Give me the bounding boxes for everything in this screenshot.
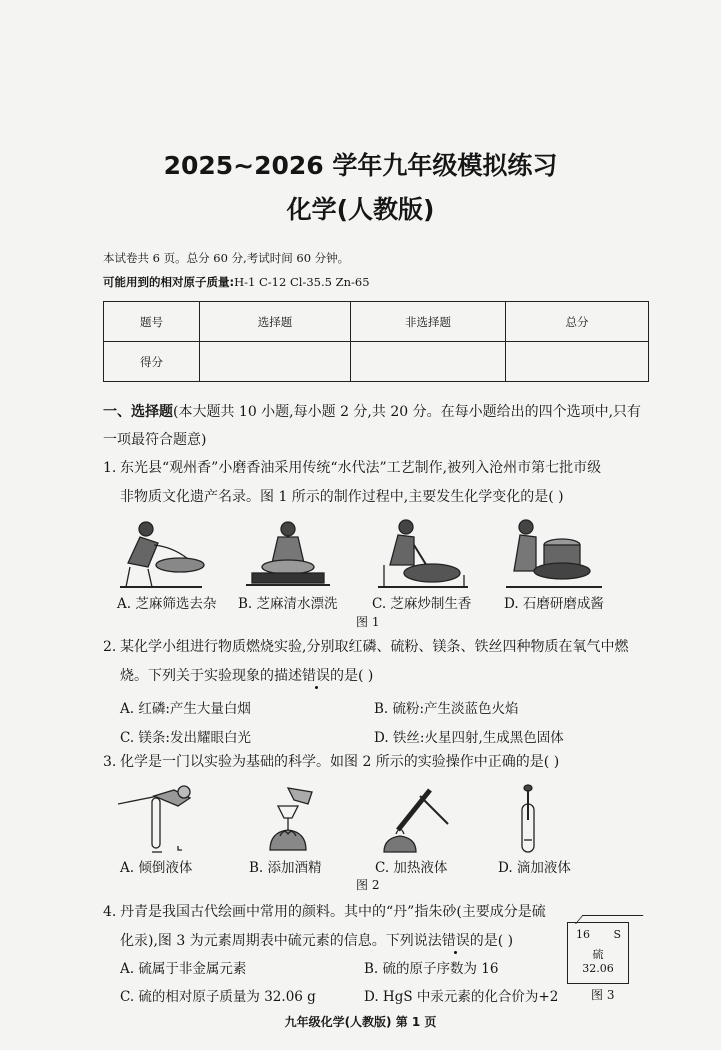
element-mass: 32.06 [582,962,614,975]
sulfur-element-card [567,922,629,984]
question-text: 东光县“观州香”小磨香油采用传统“水代法”工艺制作,被列入沧州市第七批市级 [120,460,602,476]
atomic-mass-values: H-1 C-12 Cl-35.5 Zn-65 [234,275,370,289]
q2-option-b[interactable]: B. 硫粉:产生淡蓝色火焰 [374,701,519,717]
question-number: 1. [103,460,117,476]
q1-option-b[interactable]: B. 芝麻清水漂洗 [238,596,338,612]
element-symbol: S [613,928,621,941]
question-text [120,927,563,956]
section-instructions-1: (本大题共 10 小题,每小题 2 分,共 20 分。在每小题给出的四个选项中,只有 [173,404,642,420]
roasting-sesame-picture [378,520,468,587]
section-title: 一、选择题 [103,404,173,420]
element-number: 16 [576,928,590,941]
q3-option-c[interactable]: C. 加热液体 [375,860,448,876]
score-header-cell: 选择题 [200,302,351,342]
dropping-liquid-picture [522,785,534,852]
exam-subject: 化学(人教版) [286,195,435,224]
emphasis-word: 错误 [441,933,470,949]
q2-option-a[interactable]: A. 红磷:产生大量白烟 [120,701,251,717]
score-cell[interactable] [506,342,649,382]
q2-option-d[interactable]: D. 铁丝:火星四射,生成黑色固体 [374,730,564,746]
q4-option-b[interactable]: B. 硫的原子序数为 16 [364,961,499,977]
question-text: 丹青是我国古代绘画中常用的颜料。其中的“丹”指朱砂(主要成分是硫 [120,904,546,920]
section-heading [103,398,663,454]
score-cell[interactable] [200,342,351,382]
grinding-sesame-picture [506,520,602,587]
question-number: 3. [103,754,117,770]
question-number: 2. [103,639,117,655]
figure-2-illustrations [118,784,598,856]
q4-option-a[interactable]: A. 硫属于非金属元素 [120,961,247,977]
score-header-cell: 非选择题 [351,302,506,342]
exam-title: 2025~2026 学年九年级模拟练习 [163,151,558,180]
score-row-label: 得分 [104,342,200,382]
q3-option-b[interactable]: B. 添加酒精 [249,860,322,876]
score-table-score-row [104,342,649,382]
question-3 [103,748,663,777]
score-table [103,301,649,382]
question-text: 化学是一门以实验为基础的科学。如图 2 所示的实验操作中正确的是( ) [120,754,560,770]
question-text [120,662,663,691]
washing-sesame-picture [246,522,330,585]
question-number: 4. [103,904,117,920]
question-text: 非物质文化遗产名录。图 1 所示的制作过程中,主要发生化学变化的是( ) [120,489,564,505]
atomic-mass-label: 可能用到的相对原子质量: [103,275,235,289]
q1-option-a[interactable]: A. 芝麻筛选去杂 [117,596,217,612]
element-name: 硫 [592,948,604,961]
question-text-part: 烧。下列关于实验现象的描述 [120,668,302,684]
sieving-sesame-picture [120,522,204,587]
score-header-cell: 总分 [506,302,649,342]
page-footer: 九年级化学(人教版) 第 1 页 [284,1015,437,1029]
adding-alcohol-picture [270,788,312,850]
figure-2-caption: 图 2 [356,878,380,892]
heating-liquid-picture [384,790,448,852]
question-1 [103,454,663,512]
section-instructions-2: 一项最符合题意) [103,432,207,448]
score-table-header-row [104,302,649,342]
q4-option-c[interactable]: C. 硫的相对原子质量为 32.06 g [120,989,316,1005]
score-cell[interactable] [351,342,506,382]
question-2 [103,633,663,691]
emphasis-word: 错误 [302,668,330,684]
exam-info: 本试卷共 6 页。总分 60 分,考试时间 60 分钟。 [103,251,350,265]
score-header-cell: 题号 [104,302,200,342]
q3-option-d[interactable]: D. 滴加液体 [498,860,571,876]
atomic-mass-line [103,274,370,290]
question-text-part: 的是( ) [469,933,514,949]
question-text: 某化学小组进行物质燃烧实验,分别取红磷、硫粉、镁条、铁丝四种物质在氧气中燃 [120,639,629,655]
q1-option-c[interactable]: C. 芝麻炒制生香 [372,596,472,612]
q3-option-a[interactable]: A. 倾倒液体 [120,860,193,876]
q4-option-d[interactable]: D. HgS 中汞元素的化合价为+2 [364,989,559,1005]
q1-option-d[interactable]: D. 石磨研磨成酱 [504,596,604,612]
question-text-part: 的是( ) [330,668,374,684]
figure-3-caption: 图 3 [591,988,615,1002]
q2-option-c[interactable]: C. 镁条:发出耀眼白光 [120,730,251,746]
question-text-part: 化汞),图 3 为元素周期表中硫元素的信息。下列说法 [120,933,442,949]
question-4 [103,898,563,956]
pouring-liquid-picture [118,786,190,852]
figure-1-caption: 图 1 [356,615,380,629]
figure-1-illustrations [118,515,618,593]
